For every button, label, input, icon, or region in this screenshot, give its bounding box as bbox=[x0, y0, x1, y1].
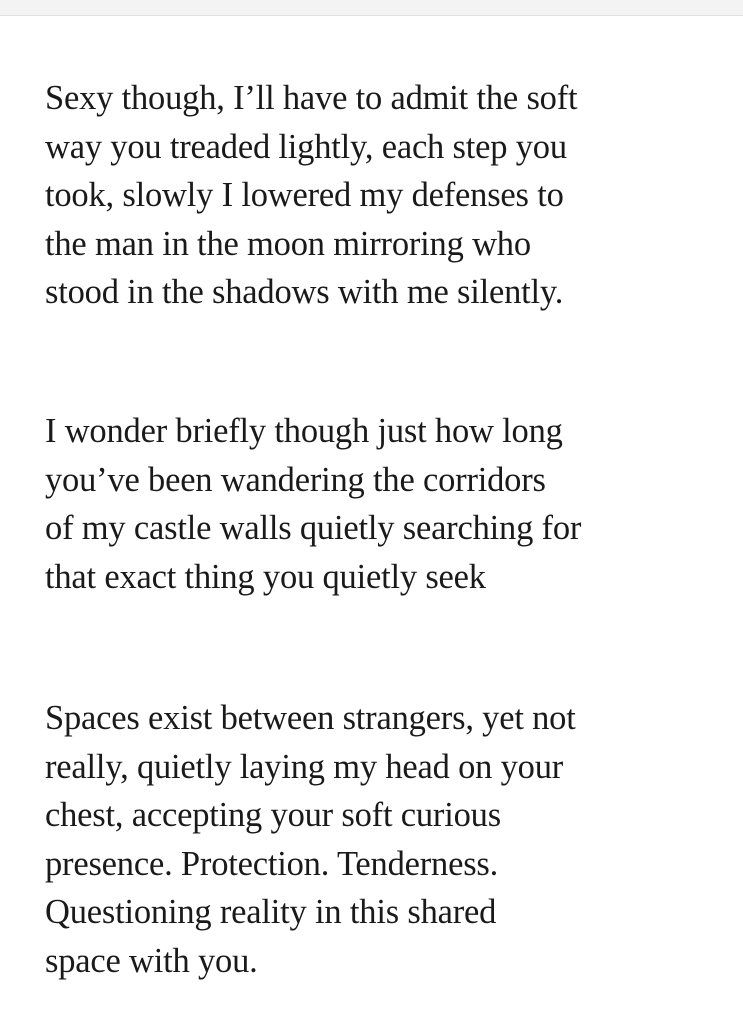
stanza-line: of my castle walls quietly searching for bbox=[45, 509, 582, 547]
stanza-line: took, slowly I lowered my defenses to bbox=[45, 176, 564, 214]
document-page bbox=[0, 16, 743, 1024]
stanza-2 bbox=[45, 407, 725, 601]
stanza-line: space with you. bbox=[45, 941, 258, 980]
stanza-line: Spaces exist between strangers, yet not bbox=[45, 699, 576, 737]
stanza-line: Sexy though, I’ll have to admit the soft bbox=[45, 79, 578, 117]
stanza-line: you’ve been wandering the corridors bbox=[45, 460, 546, 499]
top-bar bbox=[0, 0, 743, 16]
stanza-3 bbox=[45, 694, 725, 985]
stanza-line: stood in the shadows with me silently. bbox=[45, 273, 564, 311]
stanza-line: way you treaded lightly, each step you bbox=[45, 127, 567, 166]
stanza-line: I wonder briefly though just how long bbox=[45, 412, 563, 450]
stanza-line: really, quietly laying my head on your bbox=[45, 747, 564, 786]
stanza-line: presence. Protection. Tenderness. bbox=[45, 844, 499, 883]
stanza-line: the man in the moon mirroring who bbox=[45, 224, 531, 263]
stanza-line: that exact thing you quietly seek bbox=[45, 557, 486, 596]
stanza-1 bbox=[45, 74, 725, 317]
stanza-line: chest, accepting your soft curious bbox=[45, 796, 501, 834]
stanza-line: Questioning reality in this shared bbox=[45, 893, 497, 931]
